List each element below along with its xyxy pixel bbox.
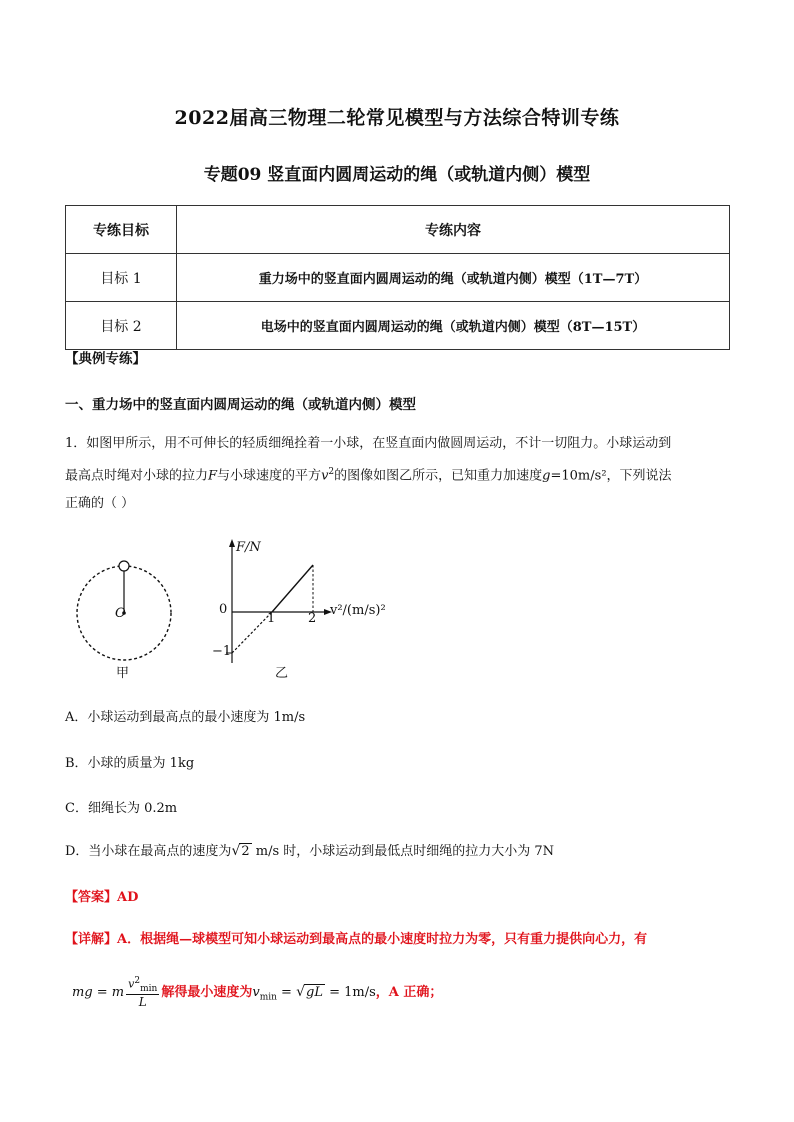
figure-label-jia: 甲 xyxy=(116,666,130,681)
formula-fraction: $\frac{v^2_{min}}{L}$ xyxy=(128,976,158,1009)
table-row xyxy=(66,254,730,302)
detail-label: 【详解】 xyxy=(65,932,118,947)
formula-sqrt: gL xyxy=(306,984,323,1000)
figure-label-yi: 乙 xyxy=(275,666,289,681)
section-label: 【典例专练】 xyxy=(65,351,146,367)
axis-label-y: F/N xyxy=(236,540,261,555)
tick-label-0: 0 xyxy=(219,602,228,617)
answer-value: AD xyxy=(117,890,139,905)
section-heading: 一、重力场中的竖直面内圆周运动的绳（或轨道内侧）模型 xyxy=(65,397,416,413)
answer xyxy=(65,886,138,905)
table-header-content: 专练内容 xyxy=(177,206,730,254)
question-line-1: 1．如图甲所示，用不可伸长的轻质细绳拴着一小球，在竖直面内做圆周运动，不计一切阻力。小球运动到 xyxy=(65,436,672,451)
detail-line-1 xyxy=(65,927,745,953)
table-header-target: 专练目标 xyxy=(66,206,177,254)
fraction-denominator: L xyxy=(138,994,147,1009)
table-row xyxy=(66,302,730,350)
question-line-3: 正确的（ ） xyxy=(65,496,135,512)
fraction-numerator: v xyxy=(128,977,135,991)
tick-label-neg1: −1 xyxy=(212,644,232,659)
tick-label-2: 2 xyxy=(308,611,317,626)
formula-v: v xyxy=(252,984,260,1000)
formula-lhs: mg = m xyxy=(72,984,125,1000)
variable-g: g xyxy=(542,468,551,484)
answer-label: 【答案】 xyxy=(65,890,118,905)
table-cell-target: 目标 2 xyxy=(66,302,177,350)
variable-v: v xyxy=(321,468,329,484)
graph-solid-segment xyxy=(272,565,313,612)
option-D-text: D．当小球在最高点的速度为 xyxy=(65,844,232,859)
option-D-sqrt: 2 xyxy=(241,844,250,859)
option-B: B．小球的质量为 1kg xyxy=(65,756,195,771)
question-text-span: 与小球速度的平方 xyxy=(217,468,322,484)
tick-label-1: 1 xyxy=(267,611,276,626)
question-text-span: 的图像如图乙所示，已知重力加速度 xyxy=(334,468,543,484)
targets-table xyxy=(65,205,730,350)
variable-F: F xyxy=(208,468,218,484)
option-C: C．细绳长为 0.2m xyxy=(65,801,178,816)
ball-icon xyxy=(119,561,129,571)
option-A: A．小球运动到最高点的最小速度为 1m/s xyxy=(65,710,306,725)
question-text-span: 最高点时绳对小球的拉力 xyxy=(65,468,209,484)
label-O: O xyxy=(115,606,126,621)
document-subtitle: 专题09 竖直面内圆周运动的绳（或轨道内侧）模型 xyxy=(203,165,591,185)
formula-eq: = xyxy=(276,984,297,1000)
question-text-span: =10m/s²，下列说法 xyxy=(550,468,672,484)
formula-tail: ，A 正确； xyxy=(375,984,443,1000)
table-cell-content: 电场中的竖直面内圆周运动的绳（或轨道内侧）模型（8T—15T） xyxy=(177,302,730,350)
formula-result: = 1m/s xyxy=(324,984,376,1000)
document-title: 2022届高三物理二轮常见模型与方法综合特训专练 xyxy=(174,107,620,129)
table-cell-content: 重力场中的竖直面内圆周运动的绳（或轨道内侧）模型（1T—7T） xyxy=(177,254,730,302)
question-text xyxy=(65,430,735,518)
detail-text: A．根据绳—球模型可知小球运动到最高点的最小速度时拉力为零，只有重力提供向心力，有 xyxy=(117,932,648,947)
table-cell-target: 目标 1 xyxy=(66,254,177,302)
option-D-text-2: m/s 时，小球运动到最低点时细绳的拉力大小为 7N xyxy=(251,844,555,859)
fraction-numerator-sub: min xyxy=(140,983,158,994)
table-header-row xyxy=(66,206,730,254)
question-line-2: 最高点时绳对小球的拉力F与小球速度的平方$v^2$的图像如图乙所示，已知重力加速度g=10m/s²，下列说法 xyxy=(65,467,672,484)
formula-text: 解得最小速度为 xyxy=(161,984,253,1000)
detail-formula: mg = m $\frac{v^2_{min}}{L}$ 解得最小速度为$v_{min} = √gL = 1m/s$，A 正确； xyxy=(72,976,443,1009)
axis-label-x: v²/(m/s)² xyxy=(330,603,386,618)
formula-v-sub: min xyxy=(259,992,277,1003)
option-D: D．当小球在最高点的速度为√2 m/s 时，小球运动到最低点时细绳的拉力大小为 7N xyxy=(65,843,555,859)
y-axis-arrow xyxy=(229,539,235,547)
graph-dashed-segment xyxy=(232,612,272,653)
